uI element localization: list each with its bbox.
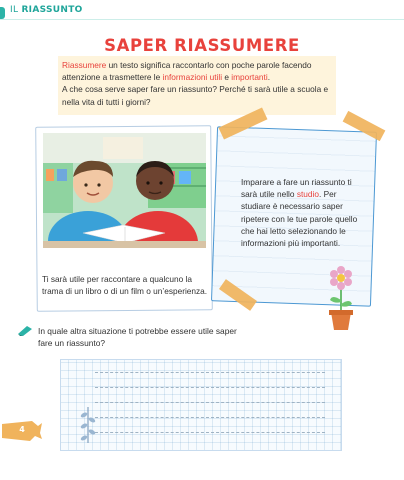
intro-text-2: e — [222, 72, 232, 83]
intro-keyword: Riassumere — [62, 60, 107, 70]
leaf-decoration-icon — [80, 405, 96, 445]
intro-highlight-2: importanti — [231, 72, 268, 83]
intro-text-1: un testo significa raccontarlo con poche parole facendo attenzione a trasmettere le — [62, 60, 312, 83]
answer-line-5[interactable] — [95, 432, 325, 433]
note-highlight: studio — [296, 189, 319, 200]
intro-text-3: . — [267, 72, 271, 83]
pencil-icon — [18, 326, 32, 336]
answer-line-4[interactable] — [95, 417, 325, 418]
intro-box — [58, 56, 336, 115]
header-tab-marker — [0, 7, 5, 19]
note-text-1: Imparare a fare un riassunto ti sarà utile nello — [241, 177, 352, 200]
answer-line-2[interactable] — [95, 387, 325, 388]
section-name: RIASSUNTO — [21, 5, 83, 15]
intro-highlight-1: informazioni utili — [162, 72, 223, 83]
photo-caption: Ti sarà utile per raccontare a qualcuno la trama di un libro o di un film o un’esperienza. — [42, 274, 208, 296]
section-prefix: IL — [10, 5, 19, 15]
children-reading-photo — [43, 133, 206, 248]
header-divider — [0, 19, 404, 20]
discussion-question: In quale altra situazione ti potrebbe essere utile saper fare un riassunto? — [38, 326, 237, 349]
answer-line-3[interactable] — [95, 402, 325, 403]
answer-line-1[interactable] — [95, 372, 325, 373]
page-title: SAPER RIASSUMERE — [104, 36, 300, 55]
flower-pot-icon — [326, 264, 356, 332]
intro-question: A che cosa serve saper fare un riassunto? Perché ti sarà utile a scuola e nella vita di tutti i giorni? — [62, 84, 329, 107]
children-reading-illustration — [43, 133, 206, 248]
section-header — [10, 5, 83, 15]
page-number: 4 — [19, 425, 25, 434]
notebook-text — [241, 176, 359, 249]
note-text-2: . Per studiare è necessario saper ripetere con le tue parole quello che hai letto selezionando le informazioni più importanti. — [241, 189, 358, 249]
